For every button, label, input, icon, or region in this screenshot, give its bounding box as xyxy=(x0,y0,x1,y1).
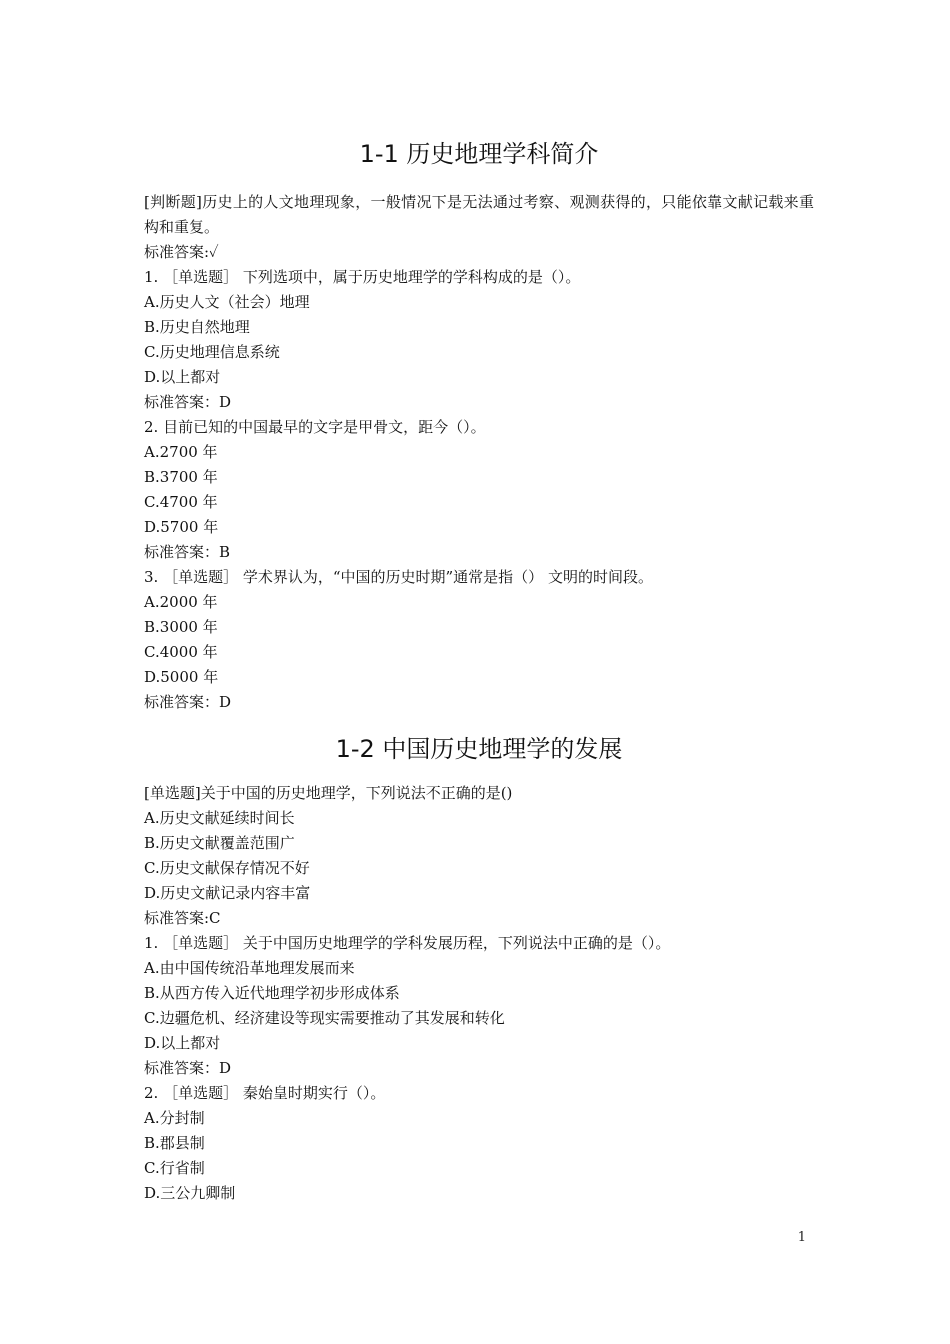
document-content xyxy=(144,132,814,1206)
question-text: 1. ［单选题］ 关于中国历史地理学的学科发展历程，下列说法中正确的是（）。 xyxy=(144,934,671,952)
option-c: C.4000 年 xyxy=(144,643,218,661)
option-b: B.3700 年 xyxy=(144,468,218,486)
answer-text: 标准答案:C xyxy=(144,909,221,927)
option-a: A.2000 年 xyxy=(144,593,218,611)
option-d: D.以上都对 xyxy=(144,1034,221,1052)
question-text: [单选题]关于中国的历史地理学，下列说法不正确的是() xyxy=(144,784,513,802)
page-number: 1 xyxy=(797,1230,806,1245)
option-c: C.边疆危机、经济建设等现实需要推动了其发展和转化 xyxy=(144,1009,505,1027)
option-c: C.历史地理信息系统 xyxy=(144,343,280,361)
question-text: 2. 目前已知的中国最早的文字是甲骨文，距今（）。 xyxy=(144,418,486,436)
option-b: B.郡县制 xyxy=(144,1134,205,1152)
option-a: A.历史人文（社会）地理 xyxy=(144,293,310,311)
option-a: A.历史文献延续时间长 xyxy=(144,809,295,827)
option-c: C.历史文献保存情况不好 xyxy=(144,859,310,877)
answer-text: 标准答案：B xyxy=(144,543,231,561)
option-a: A.由中国传统沿革地理发展而来 xyxy=(144,959,355,977)
option-d: D.三公九卿制 xyxy=(144,1184,236,1202)
option-d: D.以上都对 xyxy=(144,368,221,386)
answer-text: 标准答案：D xyxy=(144,1059,232,1077)
question-text: 1. ［单选题］ 下列选项中，属于历史地理学的学科构成的是（）。 xyxy=(144,268,581,286)
option-b: B.历史文献覆盖范围广 xyxy=(144,834,295,852)
option-b: B.3000 年 xyxy=(144,618,218,636)
option-d: D.历史文献记录内容丰富 xyxy=(144,884,311,902)
option-c: C.4700 年 xyxy=(144,493,218,511)
option-d: D.5000 年 xyxy=(144,668,219,686)
answer-text: 标准答案：D xyxy=(144,693,232,711)
option-a: A.2700 年 xyxy=(144,443,218,461)
section-title: 1-2 中国历史地理学的发展 xyxy=(335,735,623,763)
option-c: C.行省制 xyxy=(144,1159,205,1177)
option-d: D.5700 年 xyxy=(144,518,219,536)
question-text: [判断题]历史上的人文地理现象，一般情况下是无法通过考察、观测获得的，只能依靠文献记载来重构和重复。 xyxy=(144,193,814,236)
option-b: B.历史自然地理 xyxy=(144,318,250,336)
question-text: 2. ［单选题］ 秦始皇时期实行（）。 xyxy=(144,1084,386,1102)
section-title: 1-1 历史地理学科简介 xyxy=(359,140,599,168)
question-text: 3. ［单选题］ 学术界认为，“中国的历史时期”通常是指（） 文明的时间段。 xyxy=(144,568,653,586)
answer-text: 标准答案:✓ xyxy=(144,243,219,261)
answer-text: 标准答案：D xyxy=(144,393,232,411)
option-a: A.分封制 xyxy=(144,1109,205,1127)
option-b: B.从西方传入近代地理学初步形成体系 xyxy=(144,984,400,1002)
